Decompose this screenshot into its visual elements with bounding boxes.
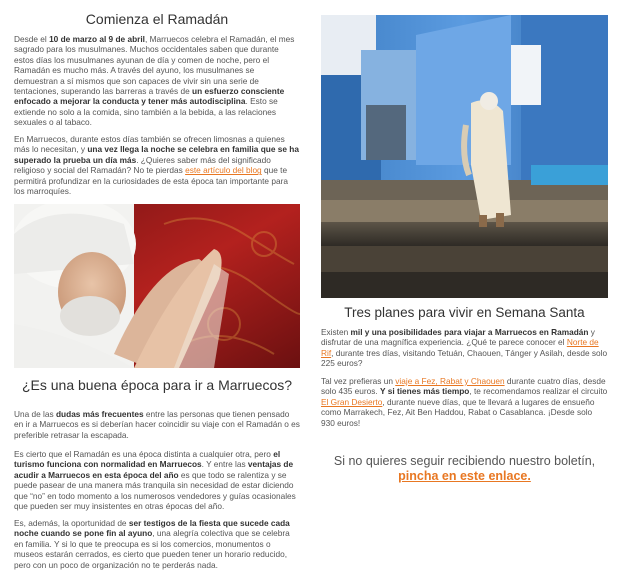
- text-run: . ¿Quieres saber más del significado religioso y social del Ramadán? No te pierdas: [14, 154, 271, 176]
- text-run: Es cierto que el Ramadán es una época distinta a cualquier otra, pero: [14, 449, 274, 459]
- text-run: En Marruecos, durante estos días también se ofrecen limosnas a quienes más lo necesitan, y: [14, 134, 285, 155]
- epoca-paragraph-3: [14, 518, 300, 570]
- epoca-paragraph-1: [14, 409, 300, 440]
- text-run: , Marruecos celebra el Ramadán, el mes sagrado para los musulmanes. Muchos occidentales saben que durante estos días los musulmanes ayunan de día y comen de noche, pero el Ramadán es mucho más. A través del ayuno, los musulmanes se demuestran a sí mismos que son capaces de vivir sin una serie de tentaciones, superando las barreras a través de: [14, 34, 295, 97]
- bold-text: Y si tienes más tiempo: [380, 386, 470, 397]
- text-run: que te permitirá profundizar en la curiosidades de esta época tan importante para los marroquíes.: [14, 165, 288, 197]
- text-run: , te recomendamos realizar el circuito: [469, 386, 608, 397]
- text-run: Desde el: [14, 34, 50, 44]
- inline-link[interactable]: Norte de Rif: [321, 337, 599, 358]
- planes-paragraph-1: [321, 327, 608, 369]
- planes-paragraph-2: [321, 376, 608, 428]
- planes-heading: Tres planes para vivir en Semana Santa: [344, 305, 585, 320]
- text-run: Es, además, la oportunidad de: [14, 518, 129, 528]
- unsubscribe-text: Si no quieres seguir recibiendo nuestro boletín,: [333, 454, 596, 468]
- bold-text: dudas más frecuentes: [55, 409, 144, 419]
- text-run: . Y entre las: [201, 459, 248, 470]
- text-run: , durante tres días, visitando Tetuán, Chaouen, Tánger y Asilah, desde solo 225 euros?: [321, 347, 608, 369]
- ramadan-paragraph-2: [14, 134, 300, 196]
- text-run: es que todo se ralentiza y se puede pasear de una manera más tranquila sin necesidad de estar diciendo que “no” en todo momento a los numerosos vendedores y guías ocasionales que pueden ser muy insistentes en otras épocas del año.: [14, 469, 296, 512]
- text-run: durante cuatro días, desde solo 435 euros.: [321, 376, 606, 397]
- text-run: , durante nueve días, que te llevará a lugares de ensueño como Marrakech, Fez, Ait Ben Haddou, Rabat o Casablanca. ¡Desde solo 930 euros!: [321, 396, 595, 428]
- bold-text: ventajas de acudir a Marruecos en esta época del año: [14, 459, 294, 480]
- text-run: , una alegría colectiva que se celebra en familia. Y si lo que te preocupa es si los comercios, monumentos o museos estarán cerrados, es cierto que pueden tener un horario reducido, pero con un poco de organización no te perderás nada.: [14, 528, 290, 570]
- text-run: Tal vez prefieras un: [321, 376, 396, 386]
- bold-text: el turismo funciona con normalidad en Marruecos: [14, 449, 281, 470]
- epoca-heading: ¿Es una buena época para ir a Marruecos?: [21, 377, 293, 393]
- praying-hands-image: [14, 204, 300, 368]
- inline-link[interactable]: viaje a Fez, Rabat y Chaouen: [395, 376, 505, 386]
- ramadan-paragraph-1: [14, 34, 300, 128]
- text-run: Una de las: [14, 409, 56, 419]
- text-run: . Esto se extiende no solo a la comida, sino también a la bebida, a las relaciones sexuales o al tabaco.: [14, 96, 278, 128]
- blue-street-image: [321, 15, 608, 298]
- text-run: entre las personas que tienen pensado en ir a Marruecos es si deberían hacer coincidir su viaje con el Ramadán o es preferible retrasar la escapada.: [14, 409, 300, 440]
- bold-text: mil y una posibilidades para viajar a Marruecos en Ramadán: [350, 327, 589, 337]
- unsubscribe-link[interactable]: pincha en este enlace.: [398, 469, 531, 483]
- bold-text: 10 de marzo al 9 de abril: [49, 34, 145, 44]
- unsubscribe-notice: [321, 454, 608, 484]
- ramadan-heading: Comienza el Ramadán: [85, 11, 229, 27]
- inline-link[interactable]: este artículo del blog: [185, 165, 262, 176]
- bold-text: ser testigos de la fiesta que sucede cada noche cuando se pone fin al ayuno: [14, 518, 290, 539]
- epoca-paragraph-2: [14, 449, 300, 511]
- text-run: y disfrutar de una magnífica experiencia. ¿Qué te parece conocer el: [321, 327, 595, 348]
- inline-link[interactable]: El Gran Desierto: [321, 396, 383, 407]
- bold-text: un esfuerzo consciente enfocado a mejorar la conducta y tener más autodisciplina: [14, 86, 285, 107]
- bold-text: una vez llega la noche se celebra en familia que se ha superado la prueba un día más: [14, 144, 299, 165]
- text-run: Existen: [321, 327, 351, 337]
